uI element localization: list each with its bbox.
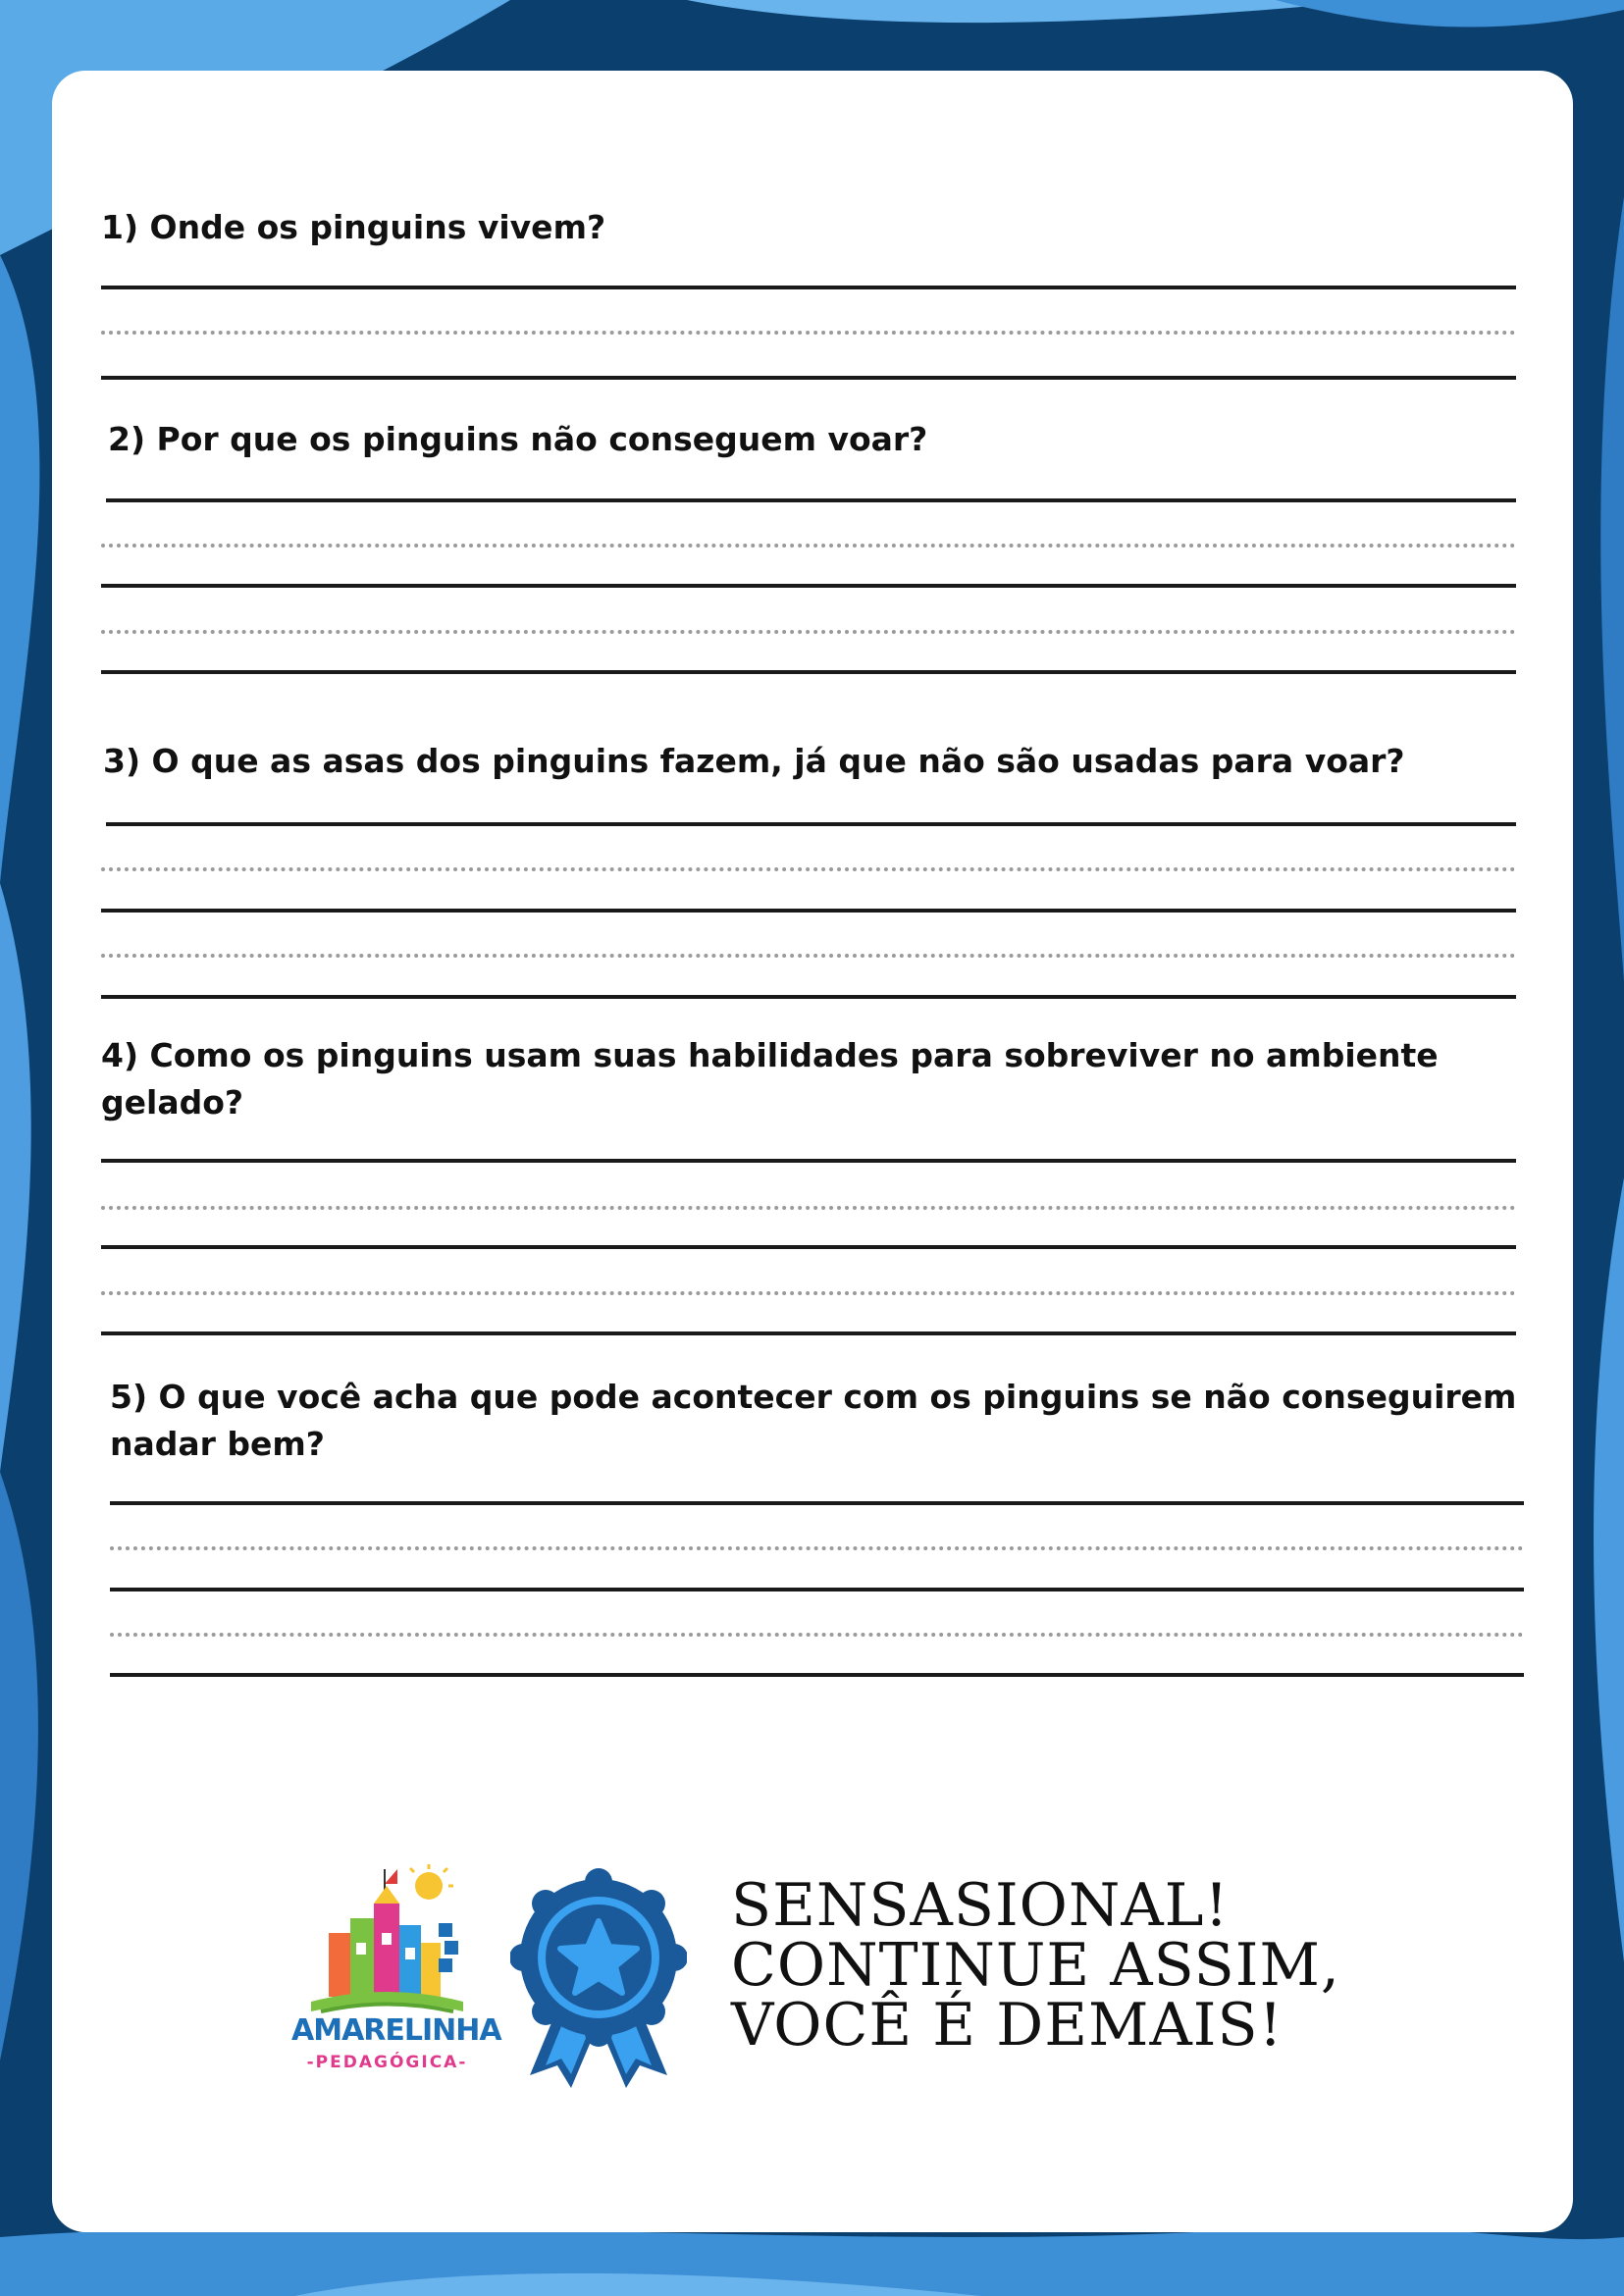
answer-guide-line: [101, 867, 1516, 871]
answer-line: [101, 584, 1516, 588]
answer-line: [110, 1501, 1524, 1505]
answer-line: [101, 995, 1516, 999]
logo-subtitle: -PEDAGÓGICA-: [306, 2053, 468, 2072]
answer-guide-line: [110, 1633, 1524, 1637]
answer-line: [110, 1673, 1524, 1677]
answer-line: [110, 1588, 1524, 1592]
praise-line-1: SENSASIONAL!: [731, 1871, 1230, 1940]
answer-line: [101, 909, 1516, 913]
answer-line: [106, 498, 1516, 502]
answer-guide-line: [101, 544, 1516, 548]
logo-name: AMARELINHA: [291, 2013, 501, 2048]
answer-guide-line: [101, 1206, 1516, 1210]
answer-line: [101, 1331, 1516, 1335]
question-1: 1) Onde os pinguins vivem?: [101, 208, 606, 246]
question-3: 3) O que as asas dos pinguins fazem, já que não são usadas para voar?: [103, 742, 1405, 780]
award-ribbon-icon: [510, 1864, 687, 2090]
question-4: 4) Como os pinguins usam suas habilidades para sobreviver no ambiente gelado?: [101, 1036, 1439, 1122]
question-2: 2) Por que os pinguins não conseguem voar?: [108, 420, 928, 458]
school-logo-icon: [291, 1864, 483, 2021]
amarelinha-logo: [291, 1864, 501, 2090]
answer-line: [101, 670, 1516, 674]
answer-guide-line: [101, 630, 1516, 634]
answer-guide-line: [110, 1546, 1524, 1550]
answer-line: [101, 286, 1516, 289]
praise-line-2: CONTINUE ASSIM,: [731, 1931, 1340, 2000]
answer-line: [106, 822, 1516, 826]
answer-guide-line: [101, 331, 1516, 335]
answer-guide-line: [101, 954, 1516, 958]
answer-line: [101, 376, 1516, 380]
question-5: 5) O que você acha que pode acontecer com os pinguins se não conseguirem nadar bem?: [110, 1378, 1517, 1463]
praise-message: [731, 1871, 1340, 2060]
answer-line: [101, 1159, 1516, 1163]
answer-guide-line: [101, 1291, 1516, 1295]
answer-line: [101, 1245, 1516, 1249]
praise-line-3: VOCÊ É DEMAIS!: [731, 1991, 1283, 2060]
